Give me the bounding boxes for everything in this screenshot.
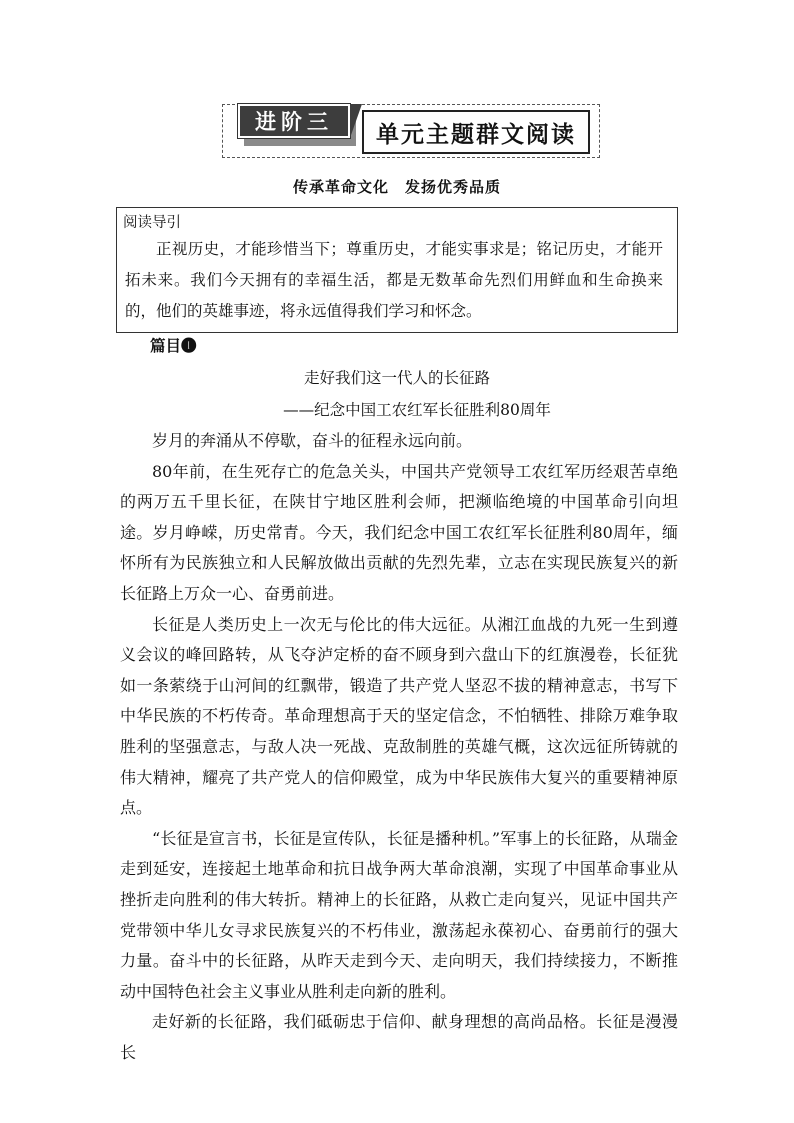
article-body: [120, 426, 678, 1068]
article-paragraph: 走好新的长征路，我们砥砺忠于信仰、献身理想的高尚品格。长征是漫漫长: [120, 1012, 678, 1062]
reading-guide-label: 阅读导引: [123, 215, 181, 231]
banner-title: 单元主题群文阅读: [362, 110, 590, 154]
article-paragraph: 长征是人类历史上一次无与伦比的伟大远征。从湘江血战的九死一生到遵义会议的峰回路转，从飞夺泸定桥的奋不顾身到六盘山下的红旗漫卷，长征犹如一条萦绕于山河间的红飘带，锻造了共产党人坚忍不拔的精神意志，书写下中华民族的不朽传奇。革命理想高于天的坚定信念，不怕牺牲、排除万难争取胜利的坚强意志，与敌人决一死战、克敌制胜的英雄气概，这次远征所铸就的伟大精神，耀亮了共产党人的信仰殿堂，成为中华民族伟大复兴的重要精神原点。: [120, 614, 678, 818]
reading-guide-box: [116, 207, 678, 333]
theme-subtitle: 传承革命文化 发扬优秀品质: [292, 178, 501, 196]
banner-tag-corner: [350, 104, 362, 138]
reading-guide-text: 正视历史，才能珍惜当下；尊重历史，才能实事求是；铭记历史，才能开拓未来。我们今天拥有的幸福生活，都是无数革命先烈们用鲜血和生命换来的，他们的英雄事迹，将永远值得我们学习和怀念。: [125, 240, 663, 320]
article-subtitle: ——纪念中国工农红军长征胜利80周年: [283, 401, 551, 419]
article-title: 走好我们这一代人的长征路: [303, 369, 490, 387]
section-label: 篇目❶: [150, 336, 197, 355]
article-paragraph: 岁月的奔涌从不停歇，奋斗的征程永远向前。: [152, 431, 473, 450]
article-paragraph: 80年前，在生死存亡的危急关头，中国共产党领导工农红军历经艰苦卓绝的两万五千里长征，在陕甘宁地区胜利会师，把濒临绝境的中国革命引向坦途。岁月峥嵘，历史常青。今天，我们纪念中国工农红军长征胜利80周年，缅怀所有为民族独立和人民解放做出贡献的先烈先辈，立志在实现民族复兴的新长征路上万众一心、奋勇前进。: [120, 461, 678, 603]
banner-tag: 进阶三: [238, 104, 350, 138]
article-paragraph: “长征是宣言书，长征是宣传队，长征是播种机。”军事上的长征路，从瑞金走到延安，连接起土地革命和抗日战争两大革命浪潮，实现了中国革命事业从挫折走向胜利的伟大转折。精神上的长征路，从救亡走向复兴，见证中国共产党带领中华儿女寻求民族复兴的不朽伟业，激荡起永葆初心、奋勇前行的强大力量。奋斗中的长征路，从昨天走到今天、走向明天，我们持续接力，不断推动中国特色社会主义事业从胜利走向新的胜利。: [120, 828, 678, 1001]
